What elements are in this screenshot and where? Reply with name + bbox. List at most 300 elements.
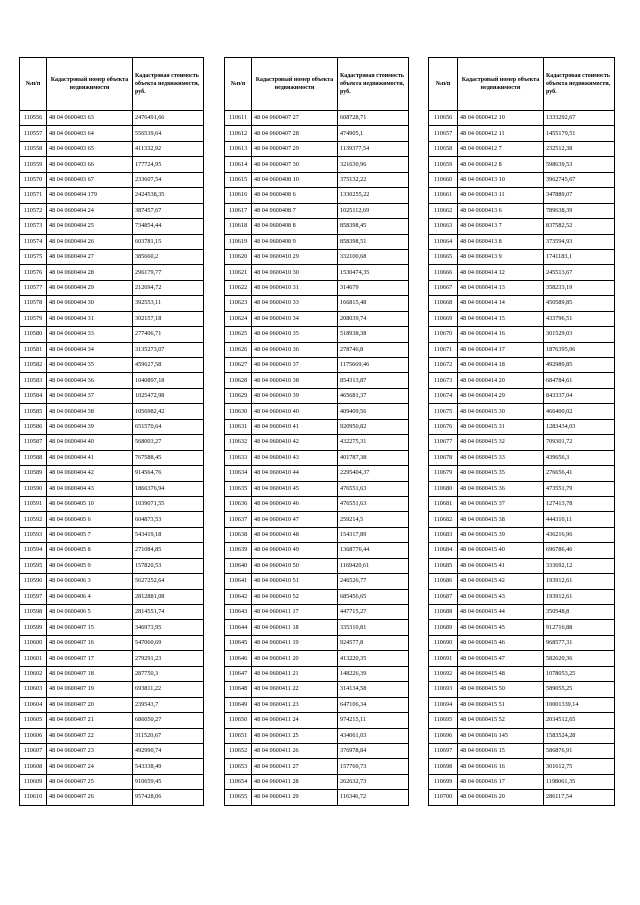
table-row [225, 327, 409, 342]
cell-cadastral-number: 48 04 0600415 35 [458, 466, 544, 481]
table-row [429, 311, 615, 326]
cell-cadastral-value: 286117,54 [544, 790, 615, 805]
cell-cadastral-number: 48 04 0600410 40 [252, 404, 338, 419]
cell-cadastral-number: 48 04 0600413 10 [458, 172, 544, 187]
cell-row-number: 110651 [225, 728, 252, 743]
cell-cadastral-number: 48 04 0600412 11 [458, 126, 544, 141]
cell-cadastral-value: 436216,96 [544, 527, 615, 542]
cell-cadastral-number: 48 04 0600411 19 [252, 635, 338, 650]
cell-row-number: 110571 [20, 188, 47, 203]
cell-cadastral-number: 48 04 0600404 29 [47, 280, 133, 295]
cell-cadastral-number: 48 04 0600410 38 [252, 373, 338, 388]
cell-cadastral-value: 208039,74 [338, 311, 409, 326]
table-row [20, 466, 204, 481]
table-row [429, 296, 615, 311]
cell-row-number: 110689 [429, 620, 458, 635]
cell-cadastral-value: 401787,38 [338, 450, 409, 465]
cell-row-number: 110600 [20, 635, 47, 650]
cell-row-number: 110638 [225, 527, 252, 542]
table-row [225, 296, 409, 311]
cell-cadastral-value: 1040897,18 [133, 373, 204, 388]
cell-cadastral-number: 48 04 0600410 30 [252, 265, 338, 280]
cell-cadastral-number: 48 04 0600411 25 [252, 728, 338, 743]
cell-cadastral-number: 48 04 0600414 16 [458, 327, 544, 342]
cell-cadastral-value: 767588,45 [133, 450, 204, 465]
table-row [20, 358, 204, 373]
cell-row-number: 110570 [20, 172, 47, 187]
cell-cadastral-number: 48 04 0600407 17 [47, 651, 133, 666]
table-row [429, 605, 615, 620]
table-header-row [429, 58, 615, 111]
table-row [429, 373, 615, 388]
table-row [20, 589, 204, 604]
cell-cadastral-value: 837582,52 [544, 219, 615, 234]
table-row [225, 759, 409, 774]
cell-cadastral-value: 556539,64 [133, 126, 204, 141]
table-row [429, 790, 615, 805]
cell-row-number: 110665 [429, 249, 458, 264]
cell-cadastral-number: 48 04 0600410 34 [252, 311, 338, 326]
cell-row-number: 110580 [20, 327, 47, 342]
table-row [20, 373, 204, 388]
table-row [20, 311, 204, 326]
cell-cadastral-number: 48 04 0600403 66 [47, 157, 133, 172]
cell-row-number: 110603 [20, 682, 47, 697]
cell-row-number: 110582 [20, 358, 47, 373]
cell-cadastral-value: 2812881,08 [133, 589, 204, 604]
cell-row-number: 110634 [225, 466, 252, 481]
cell-cadastral-number: 48 04 0600406 4 [47, 589, 133, 604]
cell-cadastral-number: 48 04 0600408 7 [252, 203, 338, 218]
cell-cadastral-number: 48 04 0600407 26 [47, 790, 133, 805]
cell-cadastral-number: 48 04 0600410 52 [252, 589, 338, 604]
cell-cadastral-value: 314134,58 [338, 682, 409, 697]
cell-cadastral-value: 301612,75 [544, 759, 615, 774]
cell-row-number: 110604 [20, 697, 47, 712]
cell-row-number: 110650 [225, 713, 252, 728]
cell-cadastral-number: 48 04 0600411 20 [252, 651, 338, 666]
cell-cadastral-value: 543419,18 [133, 527, 204, 542]
cell-cadastral-number: 48 04 0600415 44 [458, 605, 544, 620]
table-row [225, 635, 409, 650]
table-row [429, 574, 615, 589]
cell-cadastral-number: 48 04 0600406 3 [47, 574, 133, 589]
table-row [429, 388, 615, 403]
cell-row-number: 110586 [20, 419, 47, 434]
table-row [429, 203, 615, 218]
cell-cadastral-number: 48 04 0600410 35 [252, 327, 338, 342]
cell-cadastral-number: 48 04 0600410 47 [252, 512, 338, 527]
cell-row-number: 110616 [225, 188, 252, 203]
cell-cadastral-number: 48 04 0600407 24 [47, 759, 133, 774]
cell-row-number: 110615 [225, 172, 252, 187]
cell-row-number: 110658 [429, 141, 458, 156]
cell-row-number: 110696 [429, 728, 458, 743]
cell-row-number: 110670 [429, 327, 458, 342]
cell-cadastral-value: 696786,46 [544, 543, 615, 558]
cell-cadastral-number: 48 04 0600405 6 [47, 512, 133, 527]
cell-row-number: 110686 [429, 574, 458, 589]
cell-cadastral-value: 476551,63 [338, 481, 409, 496]
cell-cadastral-value: 375132,22 [338, 172, 409, 187]
cell-cadastral-number: 48 04 0600415 38 [458, 512, 544, 527]
cell-row-number: 110618 [225, 219, 252, 234]
cell-row-number: 110631 [225, 419, 252, 434]
cell-row-number: 110647 [225, 666, 252, 681]
table-row [225, 574, 409, 589]
cell-cadastral-number: 48 04 0600412 7 [458, 141, 544, 156]
cell-row-number: 110621 [225, 265, 252, 280]
table-row [429, 713, 615, 728]
cell-cadastral-value: 3962745,67 [544, 172, 615, 187]
cell-cadastral-value: 433796,51 [544, 311, 615, 326]
cell-row-number: 110572 [20, 203, 47, 218]
cell-row-number: 110641 [225, 574, 252, 589]
cell-row-number: 110594 [20, 543, 47, 558]
cell-cadastral-value: 734854,44 [133, 219, 204, 234]
table-row [429, 342, 615, 357]
cell-cadastral-number: 48 04 0600415 33 [458, 450, 544, 465]
cell-row-number: 110592 [20, 512, 47, 527]
cell-row-number: 110599 [20, 620, 47, 635]
table-row [20, 713, 204, 728]
table-row [225, 589, 409, 604]
cell-row-number: 110589 [20, 466, 47, 481]
table-row [225, 404, 409, 419]
table-row [20, 157, 204, 172]
cell-cadastral-number: 48 04 0600410 44 [252, 466, 338, 481]
header-cadastral-number: Кадастровый номер объекта недвижимости [47, 58, 133, 111]
table-row [225, 249, 409, 264]
cell-row-number: 110624 [225, 311, 252, 326]
cell-row-number: 110574 [20, 234, 47, 249]
cell-row-number: 110683 [429, 527, 458, 542]
cell-cadastral-number: 48 04 0600407 20 [47, 697, 133, 712]
cell-row-number: 110692 [429, 666, 458, 681]
table-row [225, 728, 409, 743]
cell-cadastral-number: 48 04 0600404 38 [47, 404, 133, 419]
cell-cadastral-value: 465681,37 [338, 388, 409, 403]
cell-cadastral-value: 116346,72 [338, 790, 409, 805]
header-num: №п/п [225, 58, 252, 111]
cell-cadastral-value: 598639,53 [544, 157, 615, 172]
cell-row-number: 110581 [20, 342, 47, 357]
cell-cadastral-value: 276656,41 [544, 466, 615, 481]
cell-cadastral-number: 48 04 0600403 67 [47, 172, 133, 187]
cell-cadastral-number: 48 04 0600415 46 [458, 635, 544, 650]
cell-cadastral-number: 48 04 0600414 20 [458, 373, 544, 388]
cell-row-number: 110695 [429, 713, 458, 728]
cell-cadastral-value: 246526,77 [338, 574, 409, 589]
cell-cadastral-number: 48 04 0600404 30 [47, 296, 133, 311]
cell-cadastral-value: 608728,71 [338, 111, 409, 126]
table-row [20, 605, 204, 620]
cell-cadastral-value: 373594,93 [544, 234, 615, 249]
cell-cadastral-value: 302157,18 [133, 311, 204, 326]
cell-cadastral-value: 586876,91 [544, 743, 615, 758]
cell-cadastral-value: 385660,2 [133, 249, 204, 264]
cell-cadastral-value: 262632,73 [338, 774, 409, 789]
cell-cadastral-value: 177724,95 [133, 157, 204, 172]
cell-cadastral-number: 48 04 0600416 15 [458, 743, 544, 758]
table-row [225, 450, 409, 465]
table-row [429, 188, 615, 203]
table-row [20, 280, 204, 295]
table-row [429, 157, 615, 172]
cell-row-number: 110632 [225, 435, 252, 450]
cadastral-table-1 [19, 57, 204, 806]
table-row [20, 327, 204, 342]
cell-row-number: 110640 [225, 558, 252, 573]
cell-cadastral-number: 48 04 0600404 34 [47, 342, 133, 357]
cell-cadastral-value: 2476491,66 [133, 111, 204, 126]
cell-cadastral-number: 48 04 0600415 41 [458, 558, 544, 573]
table-row [429, 234, 615, 249]
cell-cadastral-number: 48 04 0600405 9 [47, 558, 133, 573]
cell-row-number: 110678 [429, 450, 458, 465]
cell-cadastral-value: 1025112,69 [338, 203, 409, 218]
cell-cadastral-value: 518938,38 [338, 327, 409, 342]
cell-row-number: 110667 [429, 280, 458, 295]
cell-cadastral-number: 48 04 0600414 18 [458, 358, 544, 373]
cell-row-number: 110587 [20, 435, 47, 450]
cell-cadastral-number: 48 04 0600414 13 [458, 280, 544, 295]
cell-row-number: 110693 [429, 682, 458, 697]
cell-row-number: 110668 [429, 296, 458, 311]
cell-row-number: 110557 [20, 126, 47, 141]
cell-row-number: 110595 [20, 558, 47, 573]
cell-row-number: 110558 [20, 141, 47, 156]
cell-row-number: 110596 [20, 574, 47, 589]
cell-cadastral-value: 854313,87 [338, 373, 409, 388]
cell-cadastral-number: 48 04 0600407 29 [252, 141, 338, 156]
cell-cadastral-value: 910659,45 [133, 774, 204, 789]
cell-cadastral-value: 1455179,51 [544, 126, 615, 141]
cell-row-number: 110642 [225, 589, 252, 604]
cell-cadastral-value: 271084,85 [133, 543, 204, 558]
header-num: №п/п [20, 58, 47, 111]
cell-cadastral-value: 914564,76 [133, 466, 204, 481]
table-row [429, 219, 615, 234]
cell-row-number: 110591 [20, 496, 47, 511]
table-row [20, 496, 204, 511]
table-row [225, 388, 409, 403]
cell-row-number: 110673 [429, 373, 458, 388]
cell-cadastral-value: 259214,5 [338, 512, 409, 527]
table-row [429, 697, 615, 712]
table-row [225, 265, 409, 280]
cell-cadastral-number: 48 04 0600416 145 [458, 728, 544, 743]
cell-cadastral-value: 647106,34 [338, 697, 409, 712]
table-row [225, 620, 409, 635]
cell-cadastral-number: 48 04 0600410 39 [252, 388, 338, 403]
table-row [20, 527, 204, 542]
cell-row-number: 110639 [225, 543, 252, 558]
cell-cadastral-value: 957428,06 [133, 790, 204, 805]
table-row [429, 682, 615, 697]
cell-cadastral-number: 48 04 0600408 6 [252, 188, 338, 203]
table-row [225, 111, 409, 126]
cell-cadastral-value: 2295404,37 [338, 466, 409, 481]
cell-cadastral-value: 858398,45 [338, 219, 409, 234]
cell-row-number: 110602 [20, 666, 47, 681]
cell-cadastral-value: 245513,67 [544, 265, 615, 280]
cell-cadastral-value: 459627,58 [133, 358, 204, 373]
cell-cadastral-value: 924577,8 [338, 635, 409, 650]
cell-cadastral-number: 48 04 0600411 28 [252, 774, 338, 789]
table-row [225, 790, 409, 805]
table-row [225, 141, 409, 156]
table-row [225, 605, 409, 620]
cell-cadastral-number: 48 04 0600411 21 [252, 666, 338, 681]
cell-cadastral-value: 974215,11 [338, 713, 409, 728]
table-row [429, 327, 615, 342]
cell-cadastral-value: 603781,15 [133, 234, 204, 249]
cell-row-number: 110657 [429, 126, 458, 141]
table-row [429, 280, 615, 295]
cell-cadastral-number: 48 04 0600404 31 [47, 311, 133, 326]
table-row [225, 358, 409, 373]
cell-row-number: 110584 [20, 388, 47, 403]
cell-cadastral-number: 48 04 0600408 9 [252, 234, 338, 249]
cell-row-number: 110627 [225, 358, 252, 373]
cell-cadastral-value: 1169420,61 [338, 558, 409, 573]
cell-cadastral-number: 48 04 0600404 33 [47, 327, 133, 342]
cell-row-number: 110649 [225, 697, 252, 712]
table-row [429, 651, 615, 666]
cell-cadastral-number: 48 04 0600410 45 [252, 481, 338, 496]
cell-cadastral-value: 279291,23 [133, 651, 204, 666]
table-row [20, 743, 204, 758]
table-row [225, 219, 409, 234]
cell-cadastral-value: 686050,27 [133, 713, 204, 728]
cell-cadastral-number: 48 04 0600410 29 [252, 249, 338, 264]
cell-cadastral-value: 543338,49 [133, 759, 204, 774]
cell-row-number: 110694 [429, 697, 458, 712]
cell-row-number: 110620 [225, 249, 252, 264]
table-row [20, 296, 204, 311]
cell-cadastral-number: 48 04 0600415 31 [458, 419, 544, 434]
cell-row-number: 110681 [429, 496, 458, 511]
cell-cadastral-number: 48 04 0600414 15 [458, 311, 544, 326]
cell-cadastral-value: 685456,65 [338, 589, 409, 604]
cell-cadastral-number: 48 04 0600408 10 [252, 172, 338, 187]
cell-cadastral-number: 48 04 0600411 23 [252, 697, 338, 712]
cell-row-number: 110688 [429, 605, 458, 620]
cell-cadastral-value: 858398,51 [338, 234, 409, 249]
table-row [429, 111, 615, 126]
table-row [20, 450, 204, 465]
cell-cadastral-number: 48 04 0600415 52 [458, 713, 544, 728]
table-row [20, 790, 204, 805]
cell-row-number: 110588 [20, 450, 47, 465]
cell-cadastral-number: 48 04 0600415 40 [458, 543, 544, 558]
cell-cadastral-value: 358233,19 [544, 280, 615, 295]
cell-cadastral-value: 239543,7 [133, 697, 204, 712]
table-row [429, 358, 615, 373]
cell-cadastral-value: 1876395,06 [544, 342, 615, 357]
cell-cadastral-value: 439656,3 [544, 450, 615, 465]
table-row [20, 141, 204, 156]
cell-cadastral-number: 48 04 0600410 36 [252, 342, 338, 357]
table-row [20, 682, 204, 697]
cell-cadastral-number: 48 04 0600413 9 [458, 249, 544, 264]
cell-cadastral-number: 48 04 0600404 39 [47, 419, 133, 434]
table-row [225, 743, 409, 758]
cell-cadastral-value: 582620,36 [544, 651, 615, 666]
cell-cadastral-number: 48 04 0600410 46 [252, 496, 338, 511]
cell-cadastral-number: 48 04 0600410 42 [252, 435, 338, 450]
cell-row-number: 110585 [20, 404, 47, 419]
cell-cadastral-value: 232512,38 [544, 141, 615, 156]
cell-cadastral-value: 350548,8 [544, 605, 615, 620]
cell-cadastral-number: 48 04 0600415 39 [458, 527, 544, 542]
cell-row-number: 110583 [20, 373, 47, 388]
cell-row-number: 110579 [20, 311, 47, 326]
table-row [225, 527, 409, 542]
cell-cadastral-value: 409409,56 [338, 404, 409, 419]
cell-cadastral-value: 347889,07 [544, 188, 615, 203]
cell-row-number: 110644 [225, 620, 252, 635]
cell-row-number: 110648 [225, 682, 252, 697]
cell-row-number: 110645 [225, 635, 252, 650]
cell-cadastral-number: 48 04 0600414 17 [458, 342, 544, 357]
cell-cadastral-number: 48 04 0600411 22 [252, 682, 338, 697]
table-row [20, 774, 204, 789]
table-row [20, 651, 204, 666]
cell-cadastral-number: 48 04 0600405 8 [47, 543, 133, 558]
table-row [20, 435, 204, 450]
table-row [225, 496, 409, 511]
cell-cadastral-number: 48 04 0600414 12 [458, 265, 544, 280]
cell-cadastral-number: 48 04 0600413 11 [458, 188, 544, 203]
cell-row-number: 110672 [429, 358, 458, 373]
cell-cadastral-value: 2034512,65 [544, 713, 615, 728]
cell-row-number: 110578 [20, 296, 47, 311]
table-row [429, 558, 615, 573]
table-row [20, 481, 204, 496]
cell-row-number: 110575 [20, 249, 47, 264]
cell-cadastral-number: 48 04 0600416 20 [458, 790, 544, 805]
cadastral-table-3 [428, 57, 615, 806]
cell-cadastral-number: 48 04 0600410 37 [252, 358, 338, 373]
table-row [429, 141, 615, 156]
table-row [225, 234, 409, 249]
cell-cadastral-value: 127413,78 [544, 496, 615, 511]
cell-cadastral-value: 968577,31 [544, 635, 615, 650]
cell-row-number: 110684 [429, 543, 458, 558]
cell-cadastral-value: 193912,61 [544, 589, 615, 604]
table-row [225, 558, 409, 573]
cadastral-table-2 [224, 57, 409, 806]
cell-row-number: 110601 [20, 651, 47, 666]
cell-cadastral-value: 789638,39 [544, 203, 615, 218]
cell-row-number: 110593 [20, 527, 47, 542]
table-row [20, 728, 204, 743]
cell-cadastral-value: 466400,02 [544, 404, 615, 419]
table-row [225, 512, 409, 527]
cell-row-number: 110636 [225, 496, 252, 511]
table-row [225, 774, 409, 789]
table-row [225, 466, 409, 481]
cell-cadastral-number: 48 04 0600404 43 [47, 481, 133, 496]
cell-cadastral-number: 48 04 0600406 5 [47, 605, 133, 620]
cell-row-number: 110607 [20, 743, 47, 758]
cell-cadastral-number: 48 04 0600404 42 [47, 466, 133, 481]
cell-cadastral-value: 447715,27 [338, 605, 409, 620]
cell-cadastral-value: 376978,84 [338, 743, 409, 758]
cell-cadastral-value: 473551,79 [544, 481, 615, 496]
